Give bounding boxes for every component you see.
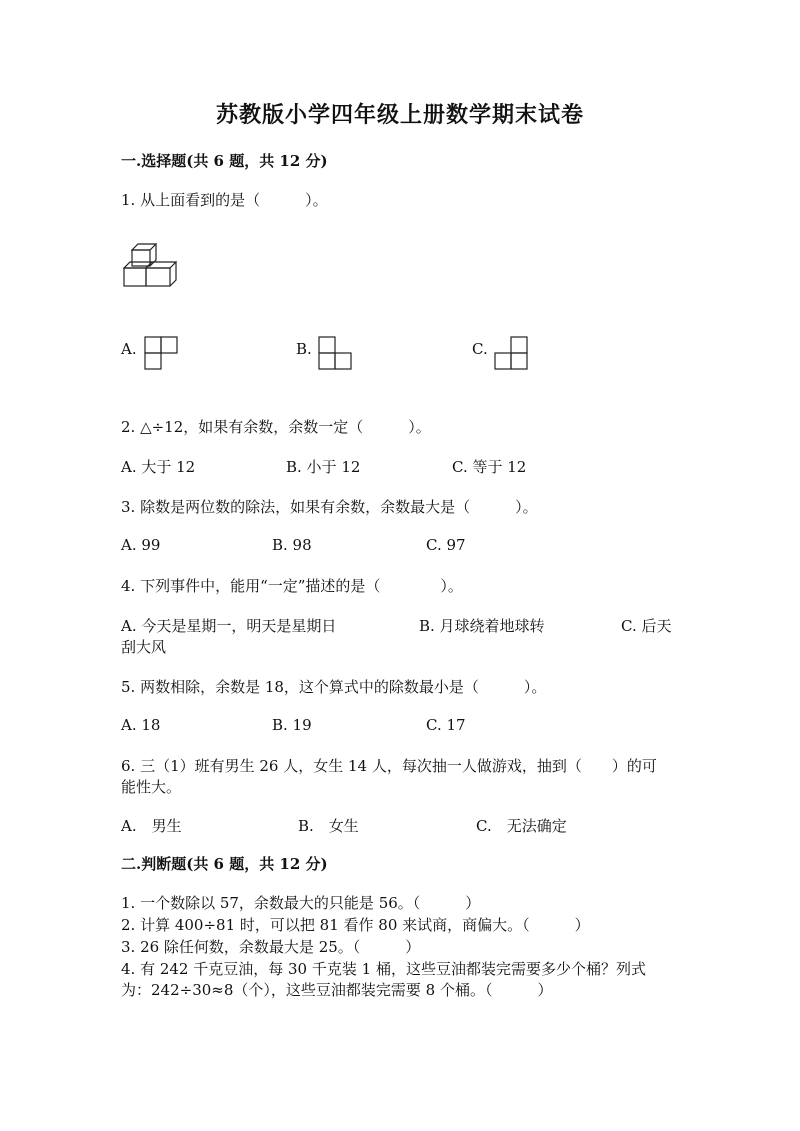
q5-option-a: A. 18 bbox=[121, 716, 161, 734]
q1-option-c-label: C. bbox=[472, 340, 488, 358]
section-heading-choice: 一.选择题(共 6 题，共 12 分) bbox=[121, 152, 328, 170]
judgement-item-2: 2. 计算 400÷81 时，可以把 81 看作 80 来试商，商偏大。（ ） bbox=[121, 916, 590, 934]
judgement-item-4-line-1: 4. 有 242 千克豆油，每 30 千克装 1 桶，这些豆油都装完需要多少个桶？列式 bbox=[121, 960, 646, 978]
q1-option-a-figure bbox=[144, 336, 178, 370]
q6-option-b: B. 女生 bbox=[298, 817, 359, 835]
judgement-item-3: 3. 26 除任何数，余数最大是 25。（ ） bbox=[121, 938, 421, 956]
cube-figure bbox=[122, 242, 182, 292]
q5-option-c: C. 17 bbox=[426, 716, 466, 734]
q1-option-c-figure bbox=[494, 336, 528, 370]
section-heading-judgement: 二.判断题(共 6 题，共 12 分) bbox=[121, 855, 328, 873]
q6-option-c: C. 无法确定 bbox=[476, 817, 567, 835]
q2-option-a: A. 大于 12 bbox=[121, 458, 196, 476]
q1-option-b-figure bbox=[318, 336, 352, 370]
page-title: 苏教版小学四年级上册数学期末试卷 bbox=[215, 102, 584, 128]
q1-option-b-label: B. bbox=[296, 340, 312, 358]
q1-option-a-label: A. bbox=[121, 340, 137, 358]
question-5: 5. 两数相除，余数是 18，这个算式中的除数最小是（ ）。 bbox=[121, 678, 547, 696]
q3-option-c: C. 97 bbox=[426, 536, 466, 554]
question-6-line-1: 6. 三（1）班有男生 26 人，女生 14 人，每次抽一人做游戏，抽到（ ）的可 bbox=[121, 757, 657, 775]
q5-option-b: B. 19 bbox=[272, 716, 312, 734]
q6-option-a: A. 男生 bbox=[121, 817, 182, 835]
question-4: 4. 下列事件中，能用“一定”描述的是（ ）。 bbox=[121, 577, 463, 595]
q4-option-b: B. 月球绕着地球转 bbox=[419, 617, 545, 635]
q4-option-a: A. 今天是星期一，明天是星期日 bbox=[121, 617, 337, 635]
question-1: 1. 从上面看到的是（ ）。 bbox=[121, 191, 328, 209]
question-3: 3. 除数是两位数的除法，如果有余数，余数最大是（ ）。 bbox=[121, 498, 538, 516]
question-6-line-2: 能性大。 bbox=[121, 778, 182, 796]
q2-option-c: C. 等于 12 bbox=[452, 458, 527, 476]
q4-option-c-continued: 刮大风 bbox=[121, 638, 167, 656]
q4-option-c: C. 后天 bbox=[621, 617, 672, 635]
judgement-item-1: 1. 一个数除以 57，余数最大的只能是 56。（ ） bbox=[121, 894, 481, 912]
judgement-item-4-line-2: 为：242÷30≈8（个），这些豆油都装完需要 8 个桶。（ ） bbox=[121, 981, 553, 999]
q3-option-a: A. 99 bbox=[121, 536, 161, 554]
q2-option-b: B. 小于 12 bbox=[286, 458, 361, 476]
question-2: 2. △÷12，如果有余数，余数一定（ ）。 bbox=[121, 418, 431, 436]
q3-option-b: B. 98 bbox=[272, 536, 312, 554]
